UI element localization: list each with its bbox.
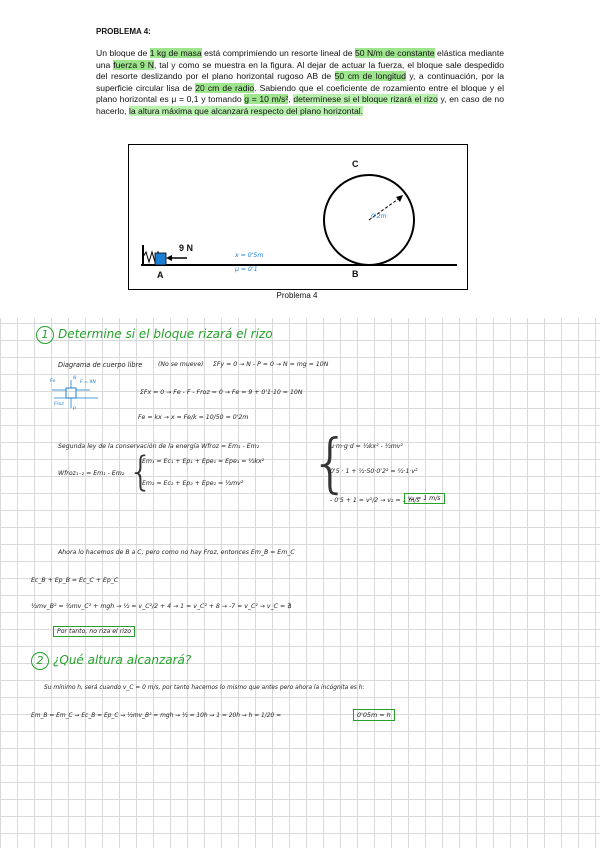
- statement-segment: está comprimiendo un resorte lineal de: [201, 48, 356, 58]
- energy-brace: {: [128, 449, 154, 495]
- h-title: Su mínimo h, será cuando v_C = 0 m/s, por tanto hacemos lo mismo que antes pero ahora la incógnita es h:: [44, 685, 365, 691]
- fbd-fe: Fe: [50, 379, 56, 384]
- statement-segment: y, en caso de no hacerlo,: [96, 94, 504, 116]
- dcl-eq-y: ΣFy = 0 → N - P = 0 → N = mg = 10N: [213, 361, 329, 368]
- length-label: x = 0'5m: [235, 252, 264, 259]
- bc-eq1: Ec_B + Ep_B = Ec_C + Ep_C: [31, 577, 119, 584]
- statement-segment: determínese si el bloque rizará el rizo: [293, 94, 438, 105]
- problem-figure: [128, 144, 468, 290]
- h-eq: Em_B = Em_C → Ec_B = Ep_C → ½mv_B² = mgh → ½ = 10h → 1 = 20h → h = 1/20 =: [31, 713, 282, 719]
- statement-segment: g = 10 m/s²: [244, 94, 289, 105]
- statement-segment: 50 cm de longitud: [334, 71, 406, 82]
- energy-line1: Em₁ = Ec₁ + Ep₁ + Epe₁ = Epe₁ = ½kx²: [142, 458, 265, 465]
- statement-segment: Un bloque de: [96, 48, 150, 58]
- h-result-box: 0'05m = h: [353, 709, 395, 721]
- energy-title: Segunda ley de la conservación de la energía Wfroz = Em₁ - Em₂: [58, 443, 260, 450]
- dcl-eq-k: Fe = kx → x = Fe/k = 10/50 = 0'2m: [138, 414, 249, 421]
- block: [155, 253, 166, 265]
- mu-label: μ = 0'1: [235, 266, 258, 273]
- printed-problem: [0, 0, 600, 318]
- bc-eq2: ½mv_B² = ½mv_C² + mgh → ½ = v_C²/2 + 4 → 1 = v_C² + 8 → -7 = v_C² → v_C = ∄: [31, 603, 292, 610]
- energy-lhs: Wfroz₁₋₂ = Em₁ - Em₂: [58, 470, 125, 477]
- radius-label: 0'2m: [371, 213, 387, 220]
- heading-1-number: 1: [36, 326, 54, 344]
- point-a-label: A: [157, 270, 164, 280]
- force-label: 9 N: [179, 243, 194, 253]
- heading-2-number: 2: [31, 652, 49, 670]
- point-c-label: C: [352, 159, 359, 169]
- statement-segment: , tal y como se muestra en la figura. Al dejar de actuar la fuerza, el bloque sale despedido del resorte deslizando por el plano horizontal rugoso AB de: [96, 59, 504, 82]
- point-b-label: B: [352, 269, 359, 279]
- energy-res3: - 0'5 + 1 = v²/2 → v₂ = 1 m/s: [330, 497, 420, 504]
- statement-segment: y, a continuación, por la superficie circular lisa de: [96, 71, 504, 93]
- dcl-eq-x: ΣFx = 0 → Fe - F - Froz = 0 → Fe = 9 + 0'1·10 = 10N: [140, 389, 303, 396]
- statement-segment: 1 kg de masa: [149, 48, 202, 58]
- statement-segment: ,: [288, 94, 294, 105]
- heading-2-text: ¿Qué altura alcanzará?: [53, 653, 192, 667]
- energy-line2: Em₂ = Ec₂ + Ep₂ + Epe₂ = ½mv²: [142, 480, 244, 487]
- energy-res1: μ·m·g·d = ½kx² - ½mv²: [330, 443, 403, 450]
- statement-segment: elástica mediante una: [96, 48, 505, 70]
- result-brace: {: [310, 427, 351, 501]
- heading-2: [31, 652, 191, 670]
- energy-result-box: v₂ = 1 m/s: [404, 493, 445, 504]
- statement-segment: la altura máxima que alcanzará respecto del plano horizontal.: [128, 105, 364, 116]
- dcl-title: Diagrama de cuerpo libre: [58, 361, 143, 369]
- heading-1-text: Determine si el bloque rizará el rizo: [58, 327, 273, 341]
- problem-statement: [96, 48, 504, 118]
- statement-segment: 20 cm de radio: [195, 82, 255, 93]
- statement-segment: fuerza 9 N: [113, 59, 154, 70]
- bc-title: Ahora lo hacemos de B a C, pero como no hay Froz, entonces Em_B = Em_C: [58, 549, 295, 556]
- free-body-diagram: [44, 376, 104, 416]
- heading-1: [36, 326, 273, 344]
- figure-drawing: [129, 145, 467, 289]
- fbd-p: P: [73, 407, 76, 412]
- figure-caption: Problema 4: [276, 291, 318, 300]
- fbd-f: F = 9N: [80, 380, 96, 385]
- fbd-froz: Froz: [54, 402, 64, 407]
- energy-res2: 0'5 · 1 + ½·50·0'2² = ½·1·v²: [330, 468, 418, 475]
- bc-result-box: Por tanto, no riza el rizo: [53, 626, 135, 637]
- statement-segment: . Sabiendo que el coeficiente de rozamiento entre el bloque y el plano horizontal es μ = 0,1 y tomando: [96, 82, 504, 105]
- dcl-note: (No se mueve): [158, 361, 204, 368]
- fbd-n: N: [73, 376, 77, 381]
- problem-title: PROBLEMA 4:: [96, 27, 151, 36]
- statement-segment: 50 N/m de constante: [355, 48, 435, 58]
